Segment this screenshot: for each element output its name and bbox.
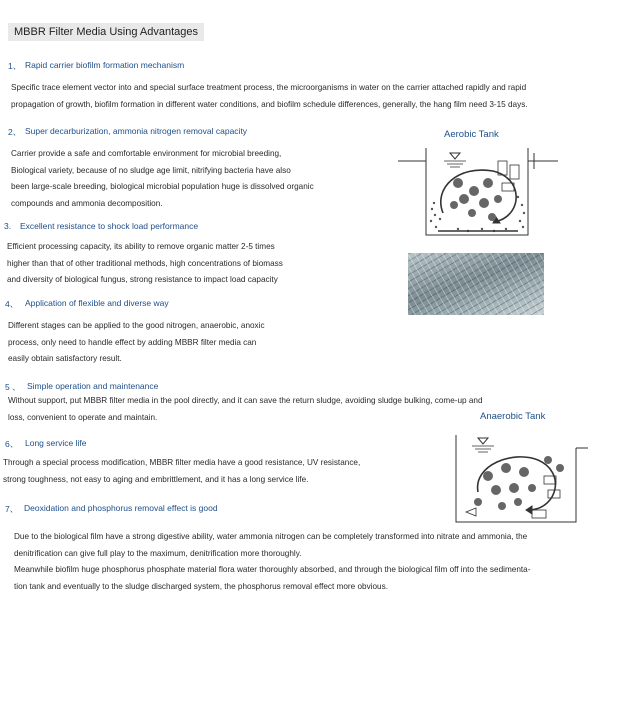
filter-media-photo [408,253,544,315]
section-6-heading: Long service life [25,438,87,448]
anaerobic-tank-label: Anaerobic Tank [480,411,546,422]
section-2-line: compounds and ammonia decomposition. [11,198,163,208]
section-1-heading: Rapid carrier biofilm formation mechanism [25,60,185,70]
section-7-heading: Deoxidation and phosphorus removal effect is good [24,503,218,513]
section-5-number: 5 、 [5,382,21,392]
section-4-line: Different stages can be applied to the good nitrogen, anaerobic, anoxic [8,321,265,330]
section-7-line: denitrification can give full play to the maximum, denitrification more thoroughly. [14,548,302,558]
section-4-line: easily obtain satisfactory result. [8,354,122,363]
section-4-heading: Application of flexible and diverse way [25,298,169,308]
anaerobic-tank-diagram [448,430,588,525]
section-3-line: Efficient processing capacity, its ability to remove organic matter 2-5 times [7,242,275,251]
section-5-heading: Simple operation and maintenance [27,381,159,391]
section-6-text [3,455,360,488]
section-1-line: Specific trace element vector into and special surface treatment process, the microorganisms in water on the carrier attached rapidly and rapid [11,83,527,92]
section-1-number: 1、 [8,61,22,71]
section-3-number: 3. [4,221,12,231]
section-2-line: Biological variety, because of no sludge age limit, nitrifying bacteria have also [11,165,291,175]
aerobic-tank-label: Aerobic Tank [444,129,499,140]
section-4-line: process, only need to handle effect by adding MBBR filter media can [8,337,257,347]
section-5-text [8,393,483,426]
section-3-line: higher than that of other traditional methods, high concentrations of biomass [7,258,283,268]
section-6-line: Through a special process modification, MBBR filter media have a good resistance, UV resistance, [3,458,361,467]
section-7-line: Meanwhile biofilm huge phosphorus phosphate material flora water thoroughly absorbed, and through the biological film off into the sedimenta- [14,565,531,574]
section-2-heading: Super decarburization, ammonia nitrogen removal capacity [25,126,248,136]
section-3-line: and diversity of biological fungus, strong resistance to impact load capacity [7,275,278,284]
section-5-line: Without support, put MBBR filter media in the pool directly, and it can save the return sludge, avoiding sludge bulking, come-up and [8,396,483,405]
section-1-text [11,80,528,113]
page-title: MBBR Filter Media Using Advantages [14,26,199,38]
section-7-text [14,529,530,595]
section-7-line: Due to the biological film have a strong digestive ability, water ammonia nitrogen can be completely transformed into nitrate and ammonia, the [14,532,528,541]
section-6-number: 6、 [5,439,19,449]
section-1-line: propagation of growth, biofilm formation in different water conditions, and biofilm schedule differences, generally, the hang film need 3-15 days. [11,99,528,109]
section-4-number: 4、 [5,299,19,309]
section-6-line: strong toughness, not easy to aging and embrittlement, and it has a long service life. [3,474,309,484]
section-7-number: 7、 [5,504,19,514]
section-2-text [11,146,314,212]
section-3-text [7,239,283,289]
aerobic-tank-diagram [398,143,558,239]
section-2-line: been large-scale breeding, biological microbial population huge is dissolved organic [11,182,314,191]
section-2-number: 2、 [8,127,22,137]
section-3-heading: Excellent resistance to shock load performance [20,221,199,231]
section-7-line: tion tank and eventually to the sludge discharged system, the phosphorus removal effect more obvious. [14,581,388,591]
section-5-line: loss, convenient to operate and maintain. [8,412,158,422]
section-2-line: Carrier provide a safe and comfortable environment for microbial breeding, [11,149,282,158]
section-4-text [8,318,265,368]
